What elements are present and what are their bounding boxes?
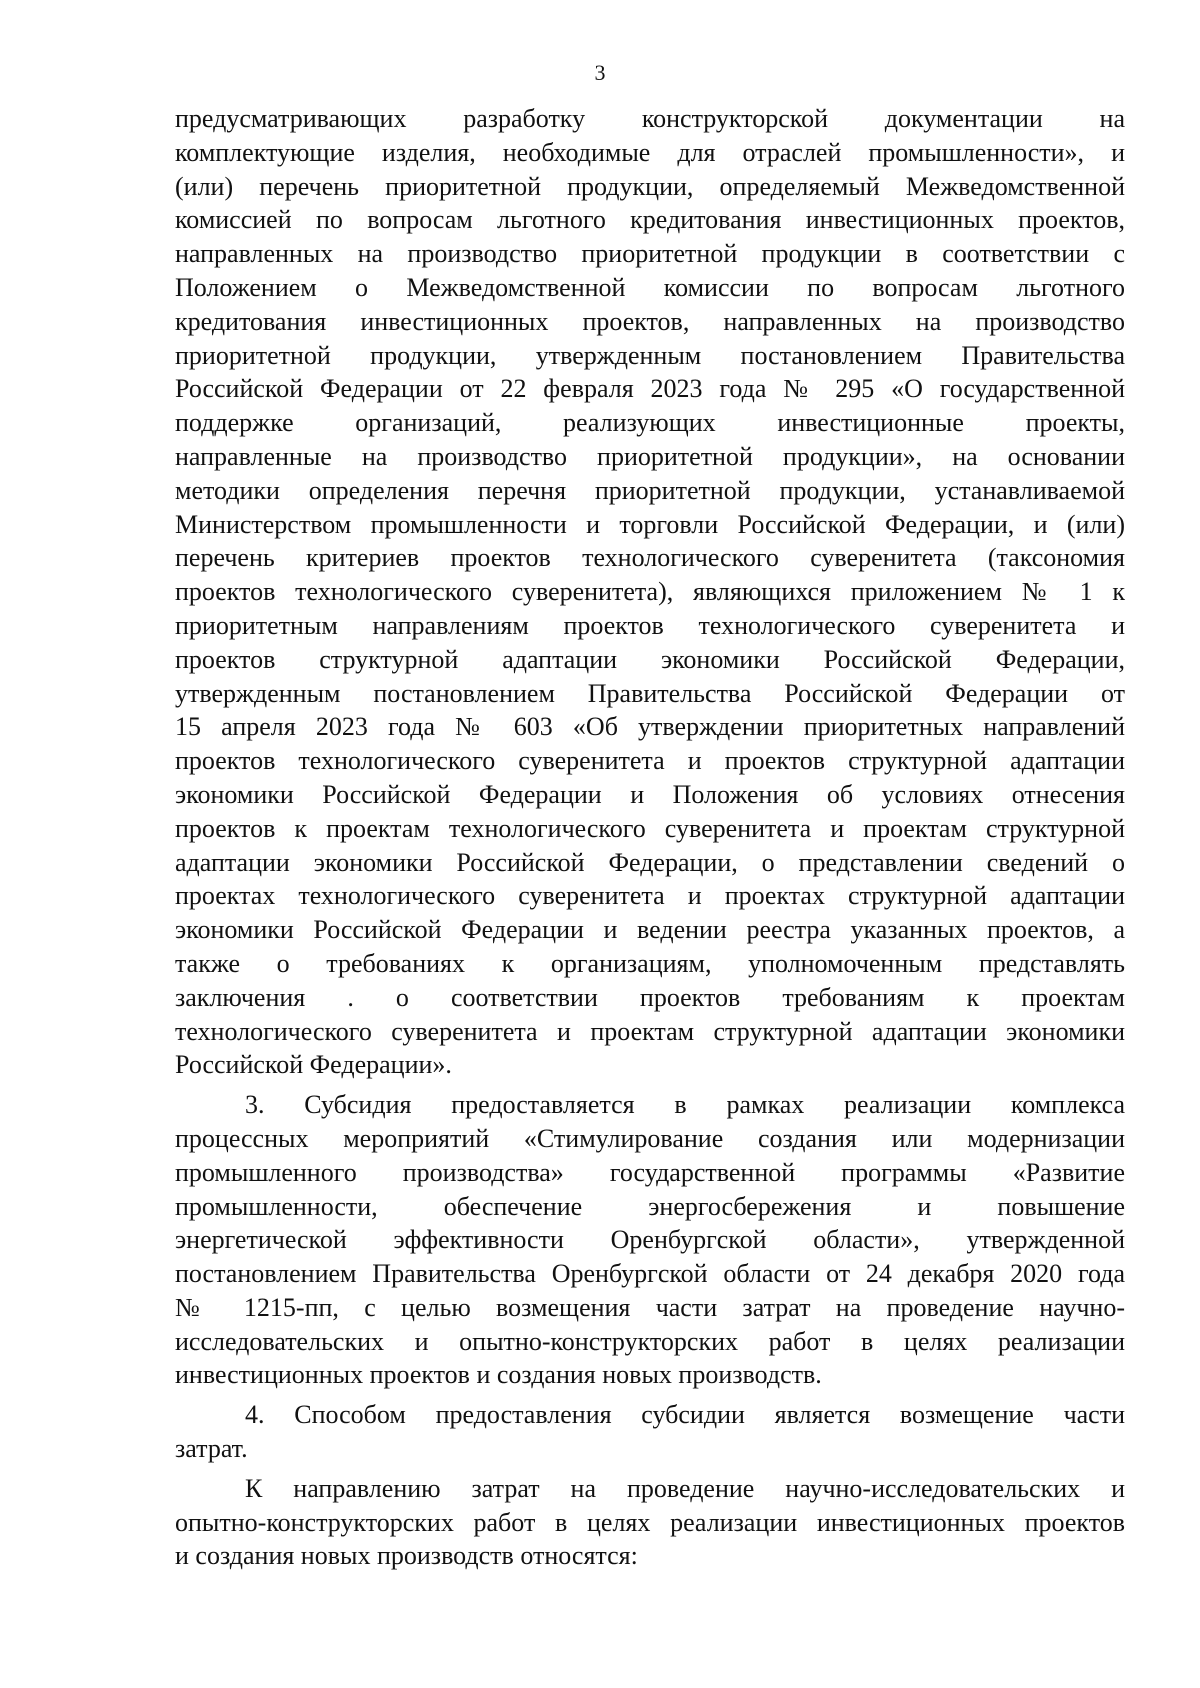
text-line: К направлению затрат на проведение научно-исследовательских и bbox=[245, 1473, 1125, 1503]
text-line: проектов структурной адаптации экономики Российской Федерации, bbox=[175, 644, 1125, 674]
text-line: процессных мероприятий «Стимулирование создания или модернизации bbox=[175, 1123, 1125, 1153]
text-line: опытно-конструкторских работ в целях реализации инвестиционных проектов bbox=[175, 1507, 1125, 1537]
paragraph bbox=[175, 1088, 1125, 1392]
text-line: перечень критериев проектов технологического суверенитета (таксономия bbox=[175, 543, 1125, 573]
text-line: направленные на производство приоритетной продукции», на основании bbox=[175, 441, 1125, 471]
text-line: комиссией по вопросам льготного кредитования инвестиционных проектов, bbox=[175, 205, 1125, 235]
text-line: инвестиционных проектов и создания новых производств. bbox=[175, 1360, 822, 1390]
text-line: затрат. bbox=[175, 1434, 248, 1464]
text-line: исследовательских и опытно-конструкторских работ в целях реализации bbox=[175, 1326, 1125, 1356]
document-body bbox=[175, 102, 1125, 1579]
text-line: промышленного производства» государственной программы «Развитие bbox=[175, 1157, 1125, 1187]
text-line: и создания новых производств относятся: bbox=[175, 1541, 638, 1571]
text-line: утвержденным постановлением Правительства Российской Федерации от bbox=[175, 678, 1125, 708]
text-line: методики определения перечня приоритетной продукции, устанавливаемой bbox=[175, 475, 1125, 505]
text-line: заключения . о соответствии проектов требованиям к проектам bbox=[175, 982, 1125, 1012]
text-line: Российской Федерации». bbox=[175, 1050, 452, 1080]
text-line: Положением о Межведомственной комиссии по вопросам льготного bbox=[175, 272, 1125, 302]
text-line: промышленности, обеспечение энергосбережения и повышение bbox=[175, 1191, 1125, 1221]
text-line: технологического суверенитета и проектам структурной адаптации экономики bbox=[175, 1016, 1125, 1046]
text-line: приоритетной продукции, утвержденным постановлением Правительства bbox=[175, 340, 1125, 370]
text-line: Российской Федерации от 22 февраля 2023 года № 295 «О государственной bbox=[175, 374, 1125, 404]
text-line: приоритетным направлениям проектов технологического суверенитета и bbox=[175, 610, 1125, 640]
paragraph bbox=[175, 102, 1125, 1082]
text-line: 4. Способом предоставления субсидии является возмещение части bbox=[245, 1400, 1125, 1430]
text-line: № 1215-пп, с целью возмещения части затрат на проведение научно- bbox=[175, 1292, 1125, 1322]
text-line: комплектующие изделия, необходимые для отраслей промышленности», и bbox=[175, 137, 1125, 167]
text-line: проектов к проектам технологического суверенитета и проектам структурной bbox=[175, 813, 1125, 843]
text-line: Министерством промышленности и торговли Российской Федерации, и (или) bbox=[175, 509, 1125, 539]
text-line: также о требованиях к организациям, уполномоченным представлять bbox=[175, 948, 1125, 978]
text-line: 3. Субсидия предоставляется в рамках реализации комплекса bbox=[245, 1090, 1125, 1120]
text-line: поддержке организаций, реализующих инвестиционные проекты, bbox=[175, 408, 1125, 438]
paragraph bbox=[175, 1472, 1125, 1573]
text-line: постановлением Правительства Оренбургской области от 24 декабря 2020 года bbox=[175, 1259, 1125, 1289]
text-line: кредитования инвестиционных проектов, направленных на производство bbox=[175, 306, 1125, 336]
text-line: 15 апреля 2023 года № 603 «Об утверждении приоритетных направлений bbox=[175, 712, 1125, 742]
text-line: проектов технологического суверенитета), являющихся приложением № 1 к bbox=[175, 577, 1125, 607]
text-line: экономики Российской Федерации и Положения об условиях отнесения bbox=[175, 779, 1125, 809]
page-number: 3 bbox=[594, 60, 606, 85]
text-line: адаптации экономики Российской Федерации, о представлении сведений о bbox=[175, 847, 1125, 877]
text-line: проектах технологического суверенитета и проектах структурной адаптации bbox=[175, 881, 1125, 911]
text-line: предусматривающих разработку конструкторской документации на bbox=[175, 104, 1125, 133]
text-line: экономики Российской Федерации и ведении реестра указанных проектов, а bbox=[175, 915, 1125, 945]
text-line: проектов технологического суверенитета и проектов структурной адаптации bbox=[175, 746, 1125, 776]
text-line: (или) перечень приоритетной продукции, определяемый Межведомственной bbox=[175, 171, 1125, 201]
paragraph bbox=[175, 1398, 1125, 1466]
text-line: энергетической эффективности Оренбургской области», утвержденной bbox=[175, 1225, 1125, 1255]
text-line: направленных на производство приоритетной продукции в соответствии с bbox=[175, 239, 1125, 269]
